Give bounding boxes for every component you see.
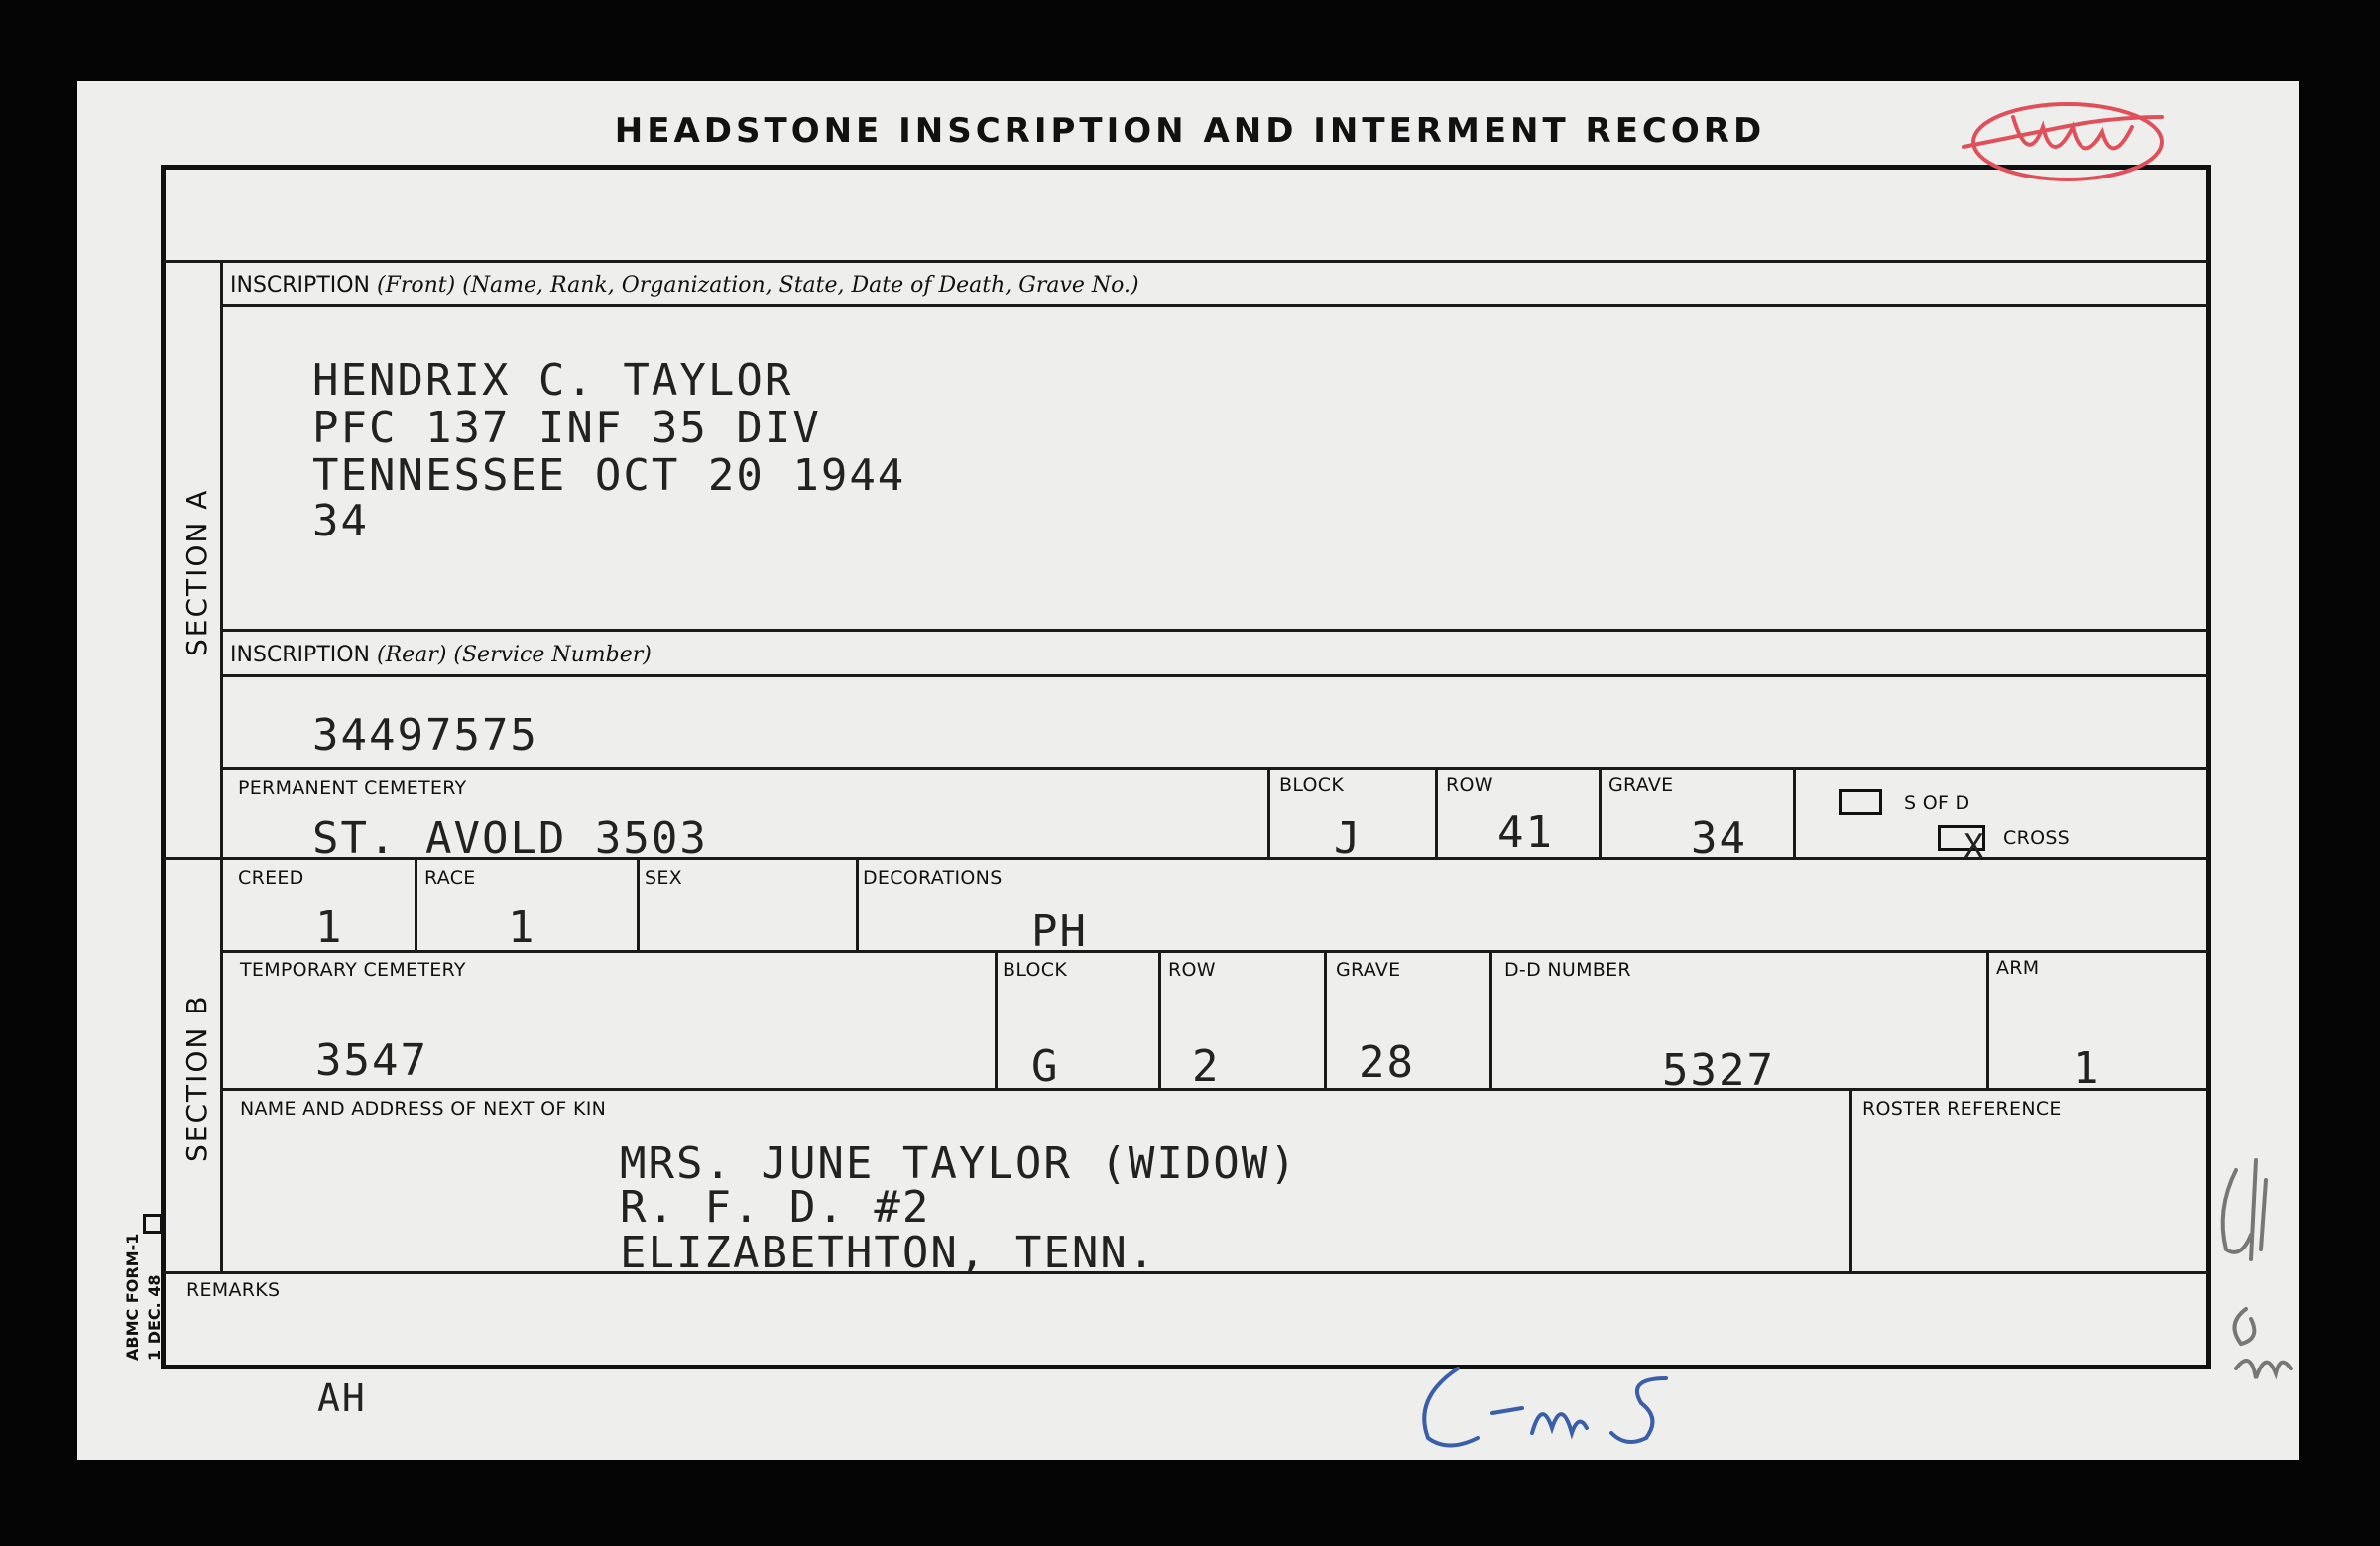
temporary-cemetery-value: 3547 [315,1035,428,1086]
red-pencil-mark [1954,87,2172,196]
perm-block-label: BLOCK [1279,774,1345,796]
temp-grave-label: GRAVE [1336,959,1401,981]
inscription-rear-label: INSCRIPTION (Rear) (Service Number) [230,643,652,667]
section-a-label: SECTION A [180,488,213,656]
race-label: RACE [424,867,476,889]
perm-grave-value: 34 [1691,813,1747,864]
form-number: ABMC FORM-1 [123,1233,142,1361]
blue-signature [1408,1359,1726,1458]
race-value: 1 [508,902,536,953]
inscription-rank-unit: PFC 137 INF 35 DIV [312,403,821,453]
section-b-label: SECTION B [180,994,213,1162]
temporary-cemetery-label: TEMPORARY CEMETERY [240,959,466,981]
next-of-kin-name: MRS. JUNE TAYLOR (WIDOW) [620,1138,1298,1189]
cross-label: CROSS [2003,827,2071,849]
inscription-state-date: TENNESSEE OCT 20 1944 [312,450,906,501]
next-of-kin-city: ELIZABETHTON, TENN. [620,1228,1157,1278]
inscription-name: HENDRIX C. TAYLOR [312,355,793,406]
temp-row-label: ROW [1168,959,1216,981]
service-number: 34497575 [312,710,538,761]
bottom-note: AH [317,1376,367,1420]
inscription-front-label: INSCRIPTION (Front) (Name, Rank, Organization, State, Date of Death, Grave No.) [230,273,1139,297]
creed-label: CREED [238,867,304,889]
decorations-label: DECORATIONS [863,867,1003,889]
s-of-d-label: S OF D [1904,792,1970,814]
arm-label: ARM [1996,957,2040,979]
inscription-grave-no: 34 [312,496,369,546]
temp-block-value: G [1031,1041,1060,1092]
decorations-value: PH [1031,906,1088,957]
form-title: HEADSTONE INSCRIPTION AND INTERMENT RECORD [614,111,1766,151]
temp-row-value: 2 [1192,1041,1221,1092]
dd-number-value: 5327 [1662,1045,1775,1096]
next-of-kin-address: R. F. D. #2 [620,1182,931,1233]
s-of-d-checkbox [1839,789,1882,815]
perm-block-value: J [1334,813,1363,864]
remarks-label: REMARKS [186,1279,281,1301]
arm-value: 1 [2073,1043,2101,1094]
permanent-cemetery-label: PERMANENT CEMETERY [238,777,467,799]
roster-reference-label: ROSTER REFERENCE [1862,1098,2062,1120]
form-date: 1 DEC. 48 [145,1274,164,1361]
dd-number-label: D-D NUMBER [1504,959,1631,981]
permanent-cemetery-value: ST. AVOLD 3503 [312,813,708,864]
perm-grave-label: GRAVE [1608,774,1674,796]
cross-mark: X [1964,827,1986,867]
creed-value: 1 [315,902,344,953]
perm-row-value: 41 [1497,807,1554,858]
sex-label: SEX [645,867,682,889]
gray-handwriting-mark [2206,1150,2296,1398]
form-id-checkbox [143,1214,163,1234]
temp-block-label: BLOCK [1003,959,1068,981]
temp-grave-value: 28 [1359,1037,1415,1088]
perm-row-label: ROW [1446,774,1493,796]
next-of-kin-label: NAME AND ADDRESS OF NEXT OF KIN [240,1098,607,1120]
